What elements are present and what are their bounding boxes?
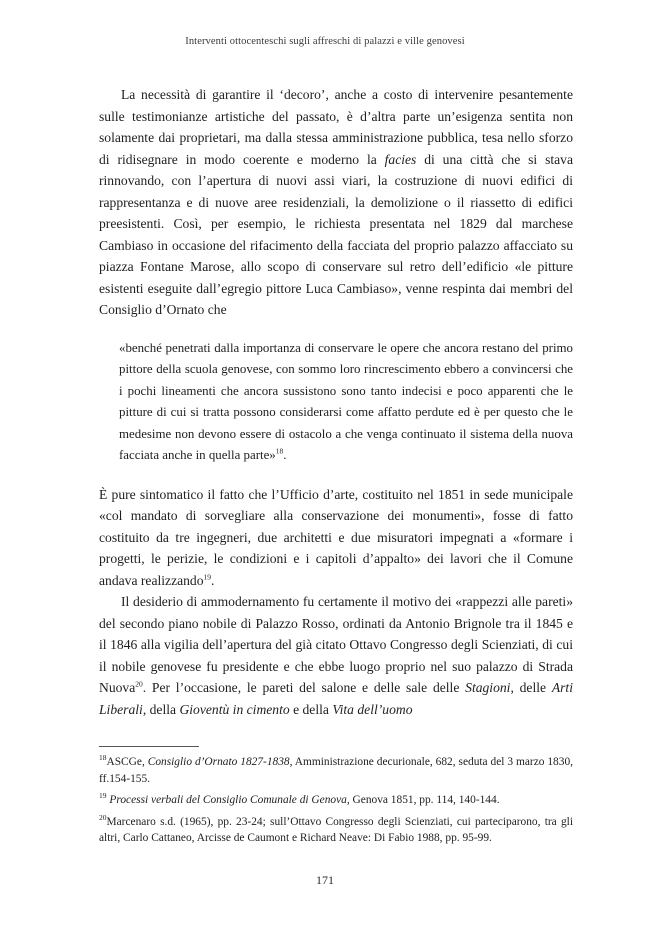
footnote-ref-20: 20 [135, 679, 143, 689]
block-quote: «benché penetrati dalla importanza di conservare le opere che ancora restano del primo pittore della scuola genovese, con sommo loro rincrescimento ebbero a convincersi che i pochi lineamenti che ancora sussistono sono tanto indecisi e poco apparenti che le pitture di cui si tratta possono considerarsi come affatto perdute ed è per questo che le medesime non devono essere di ostacolo a che venga continuato il sistema della nuova facciata anche in quella parte»$^{18}$. [119, 340, 573, 462]
paragraph-2: È pure sintomatico il fatto che l’Ufficio d’arte, costituito nel 1851 in sede municipale «col mandato di sorvegliare alla conservazione dei monumenti», fosse di fatto costituito da tre ingegneri, due architetti e due misuratori impegnati a «formare i progetti, le perizie, le condizioni e i capitoli d’appalto» dei lavori che il Comune andava realizzando$^{19}$. [99, 486, 573, 588]
running-head: Interventi ottocenteschi sugli affreschi di palazzi e ville genovesi [185, 36, 465, 47]
footnote-ref-18: 18 [275, 446, 284, 456]
paragraph-3: Il desiderio di ammodernamento fu certamente il motivo dei «rappezzi alle pareti» del secondo piano nobile di Palazzo Rosso, ordinati da Antonio Brignole tra il 1845 e il 1846 alla vigilia dell’apertura del già citato Ottavo Congresso degli Scienziati, di cui il nobile genovese fu presidente e che ebbe luogo proprio nel suo palazzo di Strada Nuova$^{20}$. Per l’occasione, le pareti del salone e delle sale delle Stagioni, delle Arti Liberali, della Gioventù in cimento e della Vita dell’uomo [99, 594, 573, 717]
footnote-20: $^{20}$Marcenaro s.d. (1965), pp. 23-24; sull’Ottavo Congresso degli Scienziati, cui parteciparono, tra gli altri, Carlo Cattaneo, Arcisse de Caumont e Richard Neave: Di Fabio 1988, pp. 95-99. [99, 812, 573, 844]
footnote-ref-19: 19 [203, 571, 212, 581]
main-text [99, 84, 573, 720]
page-number: 171 [316, 873, 334, 887]
footnote-18: $^{18}$ASCGe, Consiglio d’Ornato 1827-1838, Amministrazione decurionale, 682, seduta del 3 marzo 1830, ff.154-155. [99, 753, 573, 785]
footnotes [99, 754, 573, 852]
footnote-divider [99, 746, 199, 747]
footnote-19: $^{19}$ Processi verbali del Consiglio Comunale di Genova, Genova 1851, pp. 114, 140-144. [99, 791, 500, 806]
paragraph-1: La necessità di garantire il ‘decoro’, anche a costo di intervenire pesantemente sulle testimonianze artistiche del passato, è d’altra parte un’esigenza sentita non solamente dai proprietari, ma dalla stessa amministrazione pubblica, tesa nello sforzo di ridisegnare in modo coerente e moderno la facies di una città che si stava rinnovando, con l’apertura di nuovi assi viari, la costruzione di nuovi edifici di rappresentanza e di nuove aree residenziali, la demolizione o il riassetto di edifici preesistenti. Così, per esempio, le richiesta presentata nel 1829 dal marchese Cambiaso in occasione del rifacimento della facciata del proprio palazzo affacciato su piazza Fontane Marose, allo scopo di conservare sul retro dell’edificio «le pitture esistenti eseguite dall’egregio pittore Luca Cambiaso», venne respinta dai membri del Consiglio d’Ornato che [99, 87, 573, 317]
